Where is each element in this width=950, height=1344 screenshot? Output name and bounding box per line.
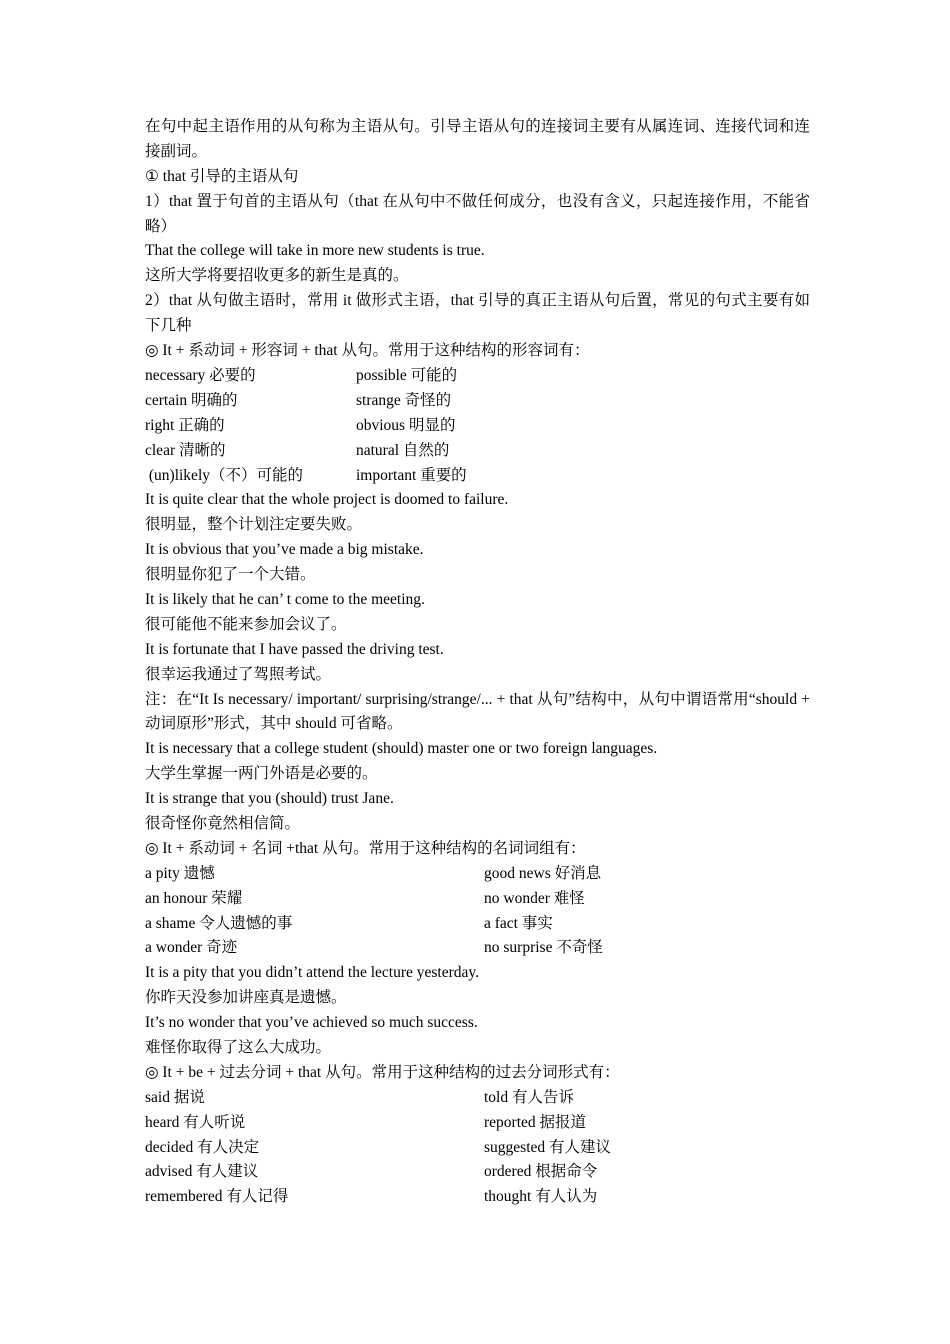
table-cell: decided 有人决定: [145, 1138, 260, 1156]
table-cell: a shame 令人遗憾的事: [145, 914, 293, 932]
table-row: [145, 389, 810, 414]
table-cell: a wonder 奇迹: [145, 939, 238, 957]
pattern-adjective: ◎ It + 系动词 + 形容词 + that 从句。常用于这种结构的形容词有：: [145, 342, 590, 360]
table-row: [145, 1185, 810, 1210]
example-english: It is strange that you (should) trust Jane.: [145, 790, 394, 808]
example-chinese: 很明显你犯了一个大错。: [145, 566, 316, 584]
table-row: [145, 887, 810, 912]
example-english: It is quite clear that the whole project is doomed to failure.: [145, 491, 509, 509]
table-row: [145, 1086, 810, 1111]
table-cell: advised 有人建议: [145, 1163, 259, 1181]
table-row: [145, 439, 810, 464]
example-english: It is a pity that you didn’t attend the lecture yesterday.: [145, 964, 480, 982]
example-english: That the college will take in more new students is true.: [145, 242, 485, 260]
point-2: 2）that 从句做主语时，常用 it 做形式主语，that 引导的真正主语从句后置，常见的句式主要有如下几种: [145, 292, 810, 335]
table-row: [145, 936, 810, 961]
table-cell: good news 好消息: [484, 864, 602, 882]
table-cell: certain 明确的: [145, 391, 238, 409]
table-cell: natural 自然的: [356, 441, 450, 459]
table-cell: suggested 有人建议: [484, 1138, 612, 1156]
example-english: It is likely that he can’ t come to the meeting.: [145, 590, 425, 608]
example-chinese: 大学生掌握一两门外语是必要的。: [145, 765, 378, 783]
example-chinese: 这所大学将要招收更多的新生是真的。: [145, 267, 409, 285]
table-row: [145, 364, 810, 389]
intro-paragraph: 在句中起主语作用的从句称为主语从句。引导主语从句的连接词主要有从属连词、连接代词和连接副词。: [145, 118, 810, 160]
table-row: [145, 862, 810, 887]
example-chinese: 很明显，整个计划注定要失败。: [145, 516, 363, 534]
point-1: 1）that 置于句首的主语从句（that 在从句中不做任何成分，也没有含义，只起连接作用，不能省略）: [145, 192, 810, 235]
table-cell: (un)likely（不）可能的: [145, 466, 303, 484]
table-cell: an honour 荣耀: [145, 889, 243, 907]
table-cell: important 重要的: [356, 466, 467, 484]
table-cell: a pity 遗憾: [145, 864, 215, 882]
example-chinese: 难怪你取得了这么大成功。: [145, 1039, 332, 1057]
table-row: [145, 414, 810, 439]
example-chinese: 你昨天没参加讲座真是遗憾。: [145, 989, 347, 1007]
example-english: It is fortunate that I have passed the driving test.: [145, 640, 444, 658]
example-english: It is necessary that a college student (should) master one or two foreign languages.: [145, 740, 658, 758]
section-heading: ① that 引导的主语从句: [145, 167, 299, 185]
table-cell: thought 有人认为: [484, 1188, 598, 1206]
table-cell: reported 据报道: [484, 1113, 587, 1131]
table-cell: obvious 明显的: [356, 416, 456, 434]
noun-table: [145, 862, 810, 962]
table-cell: necessary 必要的: [145, 366, 256, 384]
note-paragraph: 注：在“It Is necessary/ important/ surprising/strange/... + that 从句”结构中，从句中谓语常用“should + 动词原形”形式，其中 should 可省略。: [145, 690, 810, 733]
example-english: It’s no wonder that you’ve achieved so much success.: [145, 1014, 478, 1032]
table-cell: no surprise 不奇怪: [484, 939, 603, 957]
document-page: [145, 115, 810, 1210]
table-row: [145, 464, 810, 489]
table-cell: told 有人告诉: [484, 1088, 574, 1106]
table-cell: clear 清晰的: [145, 441, 226, 459]
table-cell: said 据说: [145, 1088, 205, 1106]
example-chinese: 很可能他不能来参加会议了。: [145, 615, 347, 633]
table-cell: ordered 根据命令: [484, 1163, 598, 1181]
table-cell: possible 可能的: [356, 366, 458, 384]
table-row: [145, 912, 810, 937]
example-chinese: 很奇怪你竟然相信简。: [145, 815, 301, 832]
pattern-past-participle: ◎ It + be + 过去分词 + that 从句。常用于这种结构的过去分词形式有：: [145, 1063, 620, 1081]
table-row: [145, 1111, 810, 1136]
pattern-noun: ◎ It + 系动词 + 名词 +that 从句。常用于这种结构的名词词组有：: [145, 839, 586, 857]
table-cell: remembered 有人记得: [145, 1188, 289, 1206]
example-english: It is obvious that you’ve made a big mistake.: [145, 541, 424, 559]
adjective-table: [145, 364, 810, 488]
table-cell: strange 奇怪的: [356, 391, 452, 409]
table-row: [145, 1160, 810, 1185]
example-chinese: 很幸运我通过了驾照考试。: [145, 665, 332, 683]
table-cell: right 正确的: [145, 416, 225, 434]
table-row: [145, 1136, 810, 1161]
table-cell: a fact 事实: [484, 914, 553, 932]
past-participle-table: [145, 1086, 810, 1210]
table-cell: no wonder 难怪: [484, 889, 585, 907]
table-cell: heard 有人听说: [145, 1113, 246, 1131]
